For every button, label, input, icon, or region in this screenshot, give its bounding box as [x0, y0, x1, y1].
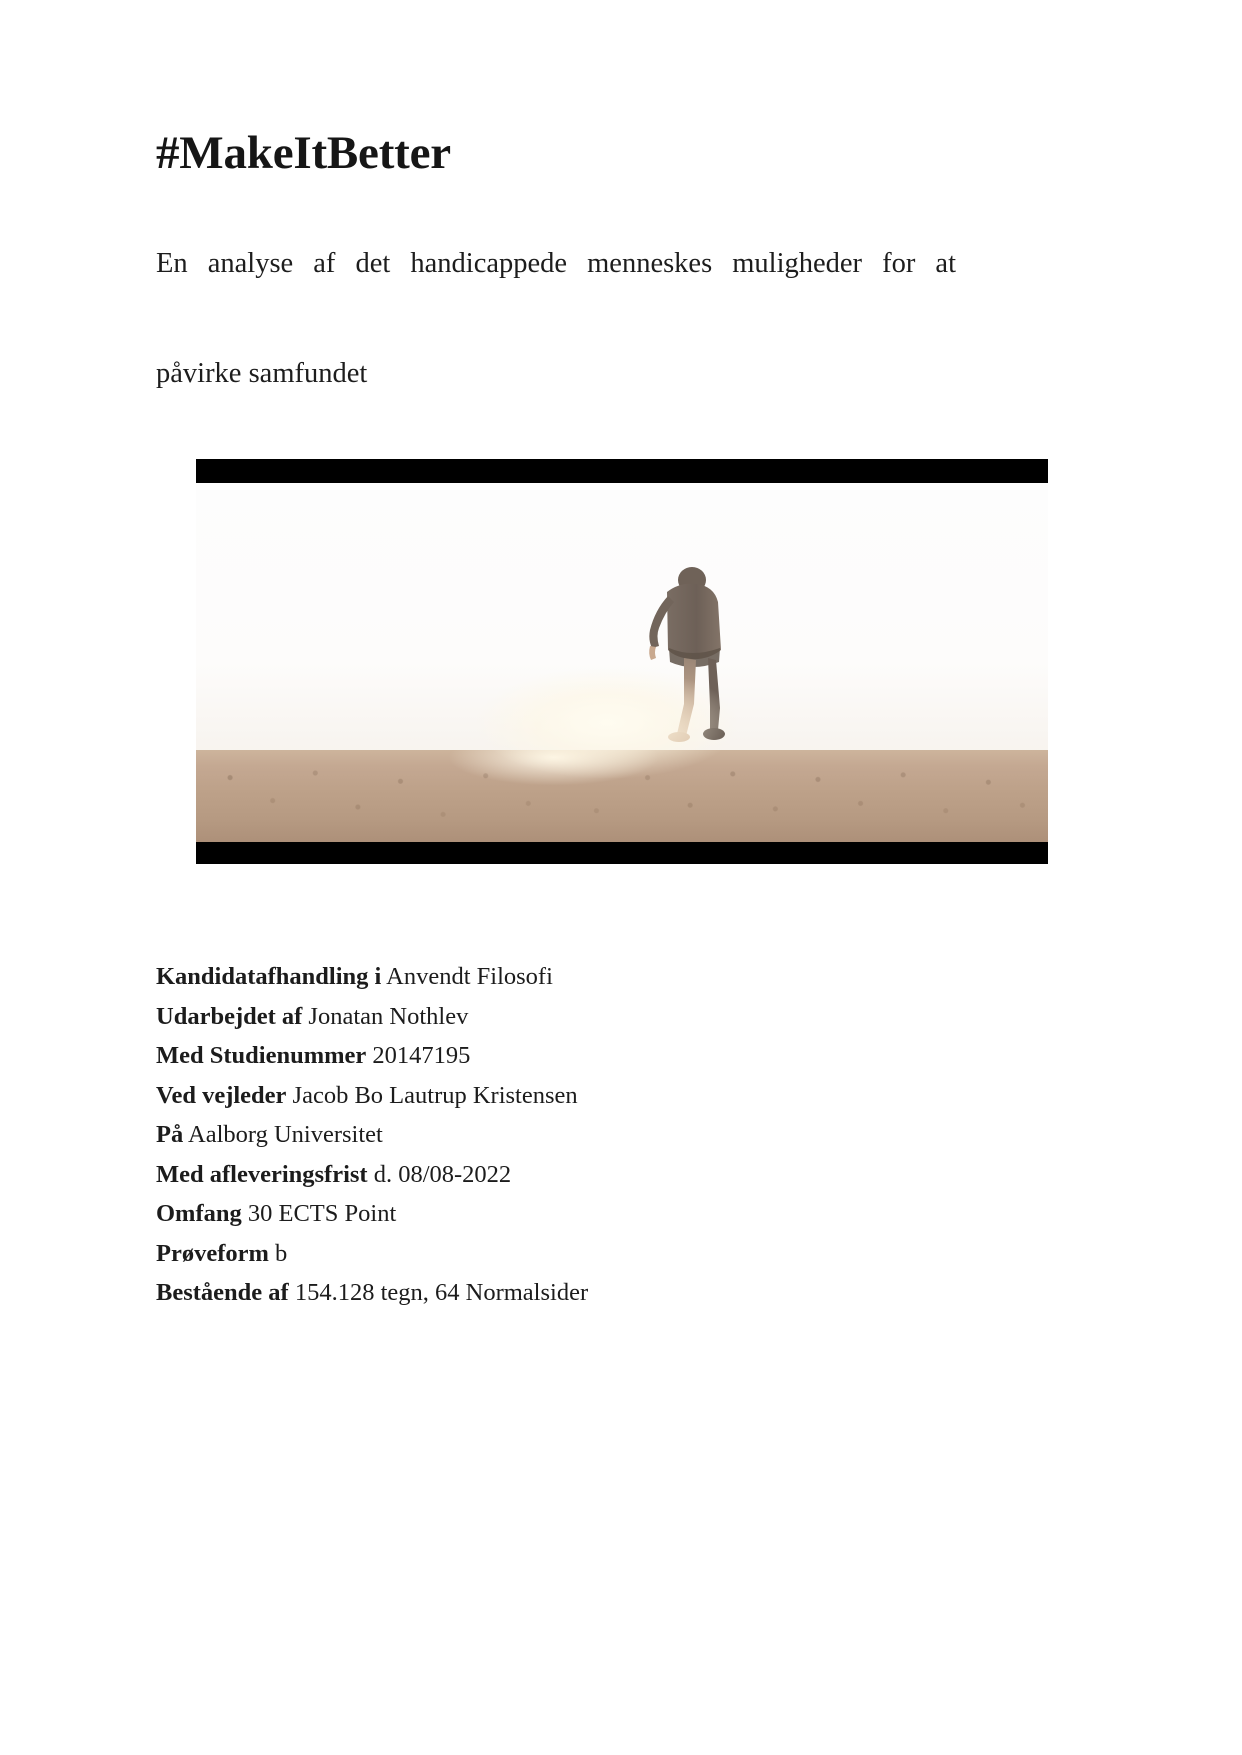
- metadata-row-kandidatafhandling: [156, 957, 916, 997]
- metadata-value: b: [275, 1239, 288, 1267]
- document-subtitle: [156, 180, 956, 401]
- metadata-row-vejleder: [156, 1076, 916, 1116]
- metadata-label: Med afleveringsfrist: [156, 1160, 368, 1188]
- metadata-value: Jacob Bo Lautrup Kristensen: [292, 1081, 578, 1109]
- walking-person-figure: [622, 558, 772, 758]
- metadata-label: Bestående af: [156, 1279, 289, 1306]
- metadata-value: 154.128 tegn, 64 Normalsider: [294, 1279, 589, 1306]
- metadata-value: 30 ECTS Point: [247, 1200, 397, 1227]
- metadata-row-proveform: [156, 1234, 916, 1274]
- metadata-row-udarbejdet-af: [156, 997, 916, 1037]
- metadata-value: Aalborg Universitet: [188, 1121, 383, 1148]
- metadata-row-studienummer: [156, 1036, 916, 1076]
- title-block: [156, 0, 1008, 401]
- metadata-row-bestaende-af: [156, 1273, 916, 1313]
- metadata-label: Kandidatafhandling i: [156, 963, 382, 990]
- metadata-row-afleveringsfrist: [156, 1155, 916, 1195]
- metadata-label: Omfang: [156, 1200, 242, 1227]
- metadata-row-universitet: [156, 1115, 916, 1155]
- letterbox-bar-bottom: [196, 842, 1048, 864]
- metadata-value: Anvendt Filosofi: [386, 963, 553, 990]
- metadata-row-omfang: [156, 1194, 916, 1234]
- thesis-metadata-block: [156, 957, 916, 1313]
- metadata-label: På: [156, 1121, 184, 1148]
- letterbox-bar-top: [196, 459, 1048, 483]
- subtitle-line-1: En analyse af det handicappede menneskes muligheder for at: [156, 248, 956, 280]
- page-title: #MakeItBetter: [156, 127, 451, 179]
- metadata-value: Jonatan Nothlev: [308, 1002, 469, 1030]
- metadata-value: d. 08/08-2022: [373, 1160, 512, 1188]
- metadata-label: Udarbejdet af: [156, 1002, 303, 1030]
- cover-image: [196, 459, 1048, 864]
- metadata-value: 20147195: [372, 1042, 471, 1069]
- cover-photo: [196, 483, 1048, 842]
- subtitle-line-2: påvirke samfundet: [156, 358, 368, 390]
- metadata-label: Med Studienummer: [156, 1042, 367, 1069]
- metadata-label: Ved vejleder: [156, 1081, 287, 1109]
- metadata-label: Prøveform: [156, 1239, 269, 1267]
- sand-ground: [196, 750, 1048, 842]
